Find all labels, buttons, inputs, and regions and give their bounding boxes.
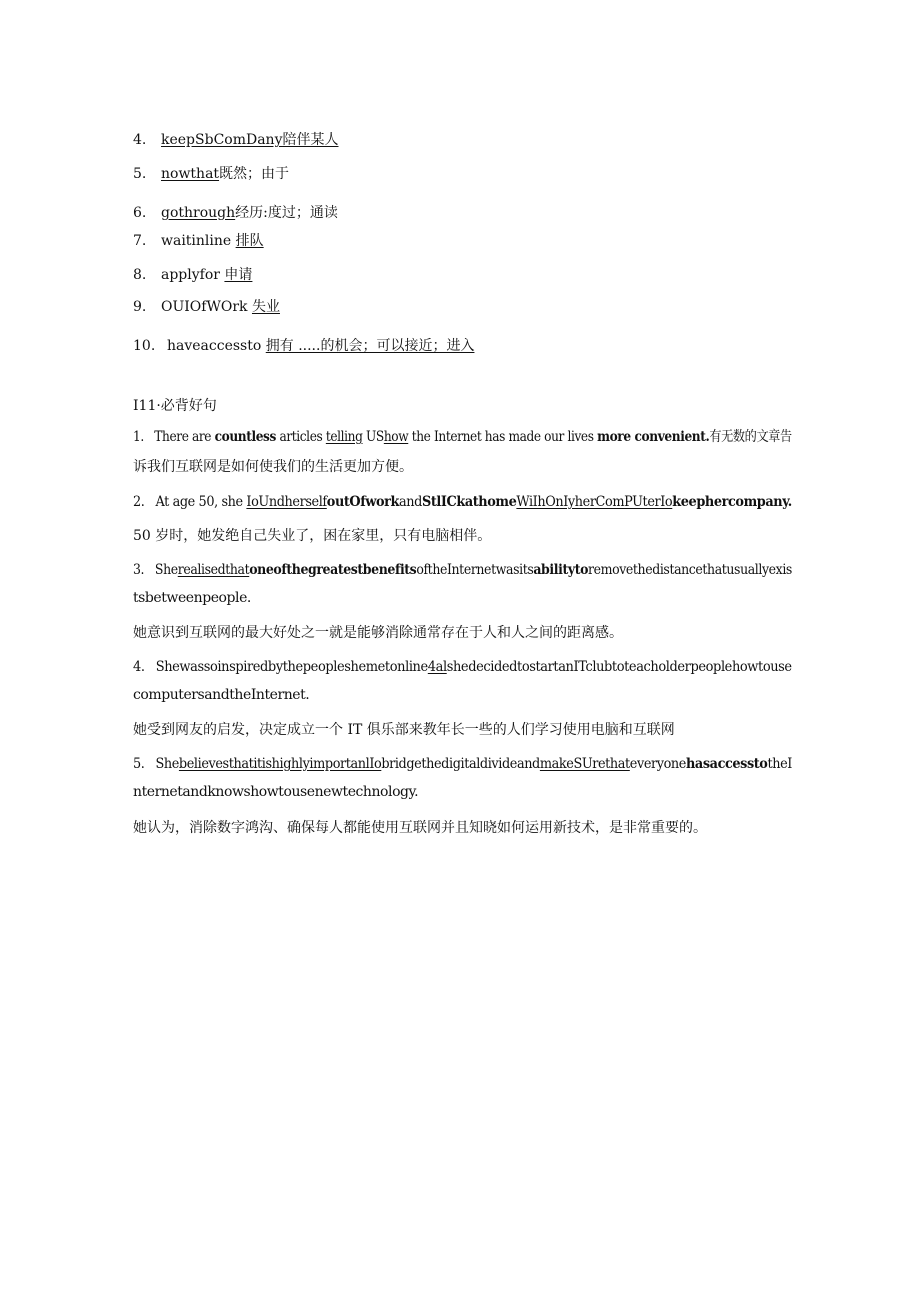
item-number: 5. [133,166,147,182]
sentence-text: There are [154,429,215,445]
translation-text: 有无数的文章告 [709,429,792,445]
sentence-text: and [399,494,423,510]
phrase-en: gothrough [161,205,236,221]
sentence-5-line-1 [133,754,792,774]
sentence-4-line-2: computersandtheInternet. [133,687,310,703]
sentence-text: articles [275,429,326,445]
vocab-item [133,337,474,355]
phrase-cn: 申请 [224,267,253,283]
item-number: 7. [133,233,147,249]
key-word: keephercompany. [672,494,792,510]
phrase-cn: 陪伴某人 [282,132,339,148]
key-word: outOfwork [326,494,400,510]
key-word: WiIhOnIyherComPUterIo [516,494,673,510]
vocab-item [133,232,264,250]
sentence-number: 3. [133,562,145,578]
phrase-cn: 拥有 .....的机会；可以接近；进入 [265,338,475,354]
sentence-text: shedecidedtostartanITclubtoteacholderpeoplehowtouse [446,659,792,675]
sentence-3-line-1 [133,560,792,580]
phrase-cn: 既然；由于 [219,166,290,182]
sentence-text: She [155,756,179,772]
item-number: 4. [133,132,147,148]
key-word: hasaccessto [685,756,768,772]
item-number: 10. [133,338,156,354]
key-word: countless [214,429,276,445]
key-word: how [383,429,409,445]
item-number: 9. [133,299,147,315]
sentence-2-translation: 50 岁时，她发绝自己失业了，困在家里，只有电脑相伴。 [133,528,492,544]
key-word: realisedthat [177,562,250,578]
phrase-en: haveaccessto [167,338,262,354]
sentence-text: At age 50, she [155,494,247,510]
phrase-cn: 经历:度过；通读 [235,205,338,221]
sentence-text: She [154,562,178,578]
key-word: 4al [427,659,447,675]
item-number: 6. [133,205,147,221]
vocab-item [133,204,338,222]
sentence-5-line-2: nternetandknowshowtousenewtechnology. [133,784,419,800]
sentence-1-line-1 [133,427,792,447]
key-word: IoUndherself [246,494,327,510]
sentence-number: 2. [133,494,145,510]
sentence-text: oftheInternetwasits [416,562,534,578]
vocab-item [133,298,280,316]
sentence-3-line-2: tsbetweenpeople. [133,590,251,606]
sentence-text: US [362,429,384,445]
key-word: more convenient. [597,429,710,445]
sentence-text: removethedistancethatusuallyexis [588,562,792,578]
key-word: oneofthegreatestbenefits [249,562,417,578]
sentence-text: the Internet has made our lives [408,429,598,445]
phrase-en: applyfor [161,267,220,283]
sentence-number: 5. [133,756,145,772]
key-word: makeSUrethat [539,756,630,772]
sentence-3-translation: 她意识到互联网的最大好处之一就是能够消除通常存在于人和人之间的距离感。 [133,625,623,641]
key-word: StlICkathome [422,494,517,510]
sentence-4-line-1 [133,657,792,677]
key-word: abilityto [533,562,589,578]
sentence-text: everyone [629,756,686,772]
phrase-en: nowthat [161,166,220,182]
sentence-text: Shewassoinspiredbythepeopleshemetonline [155,659,428,675]
vocab-item [133,131,338,149]
phrase-cn: 排队 [235,233,264,249]
sentence-5-translation: 她认为，消除数字鸿沟、确保每人都能使用互联网并且知晓如何运用新技术，是非常重要的。 [133,820,707,836]
key-word: believesthatitishighlyimportanlIo [178,756,382,772]
phrase-en: waitinline [161,233,232,249]
phrase-en: keepSbComDany [161,132,283,148]
key-word: telling [325,429,363,445]
section-title: I11·必背好句 [133,398,217,414]
sentence-4-translation: 她受到网友的启发，决定成立一个 IT 俱乐部来教年长一些的人们学习使用电脑和互联网 [133,722,675,738]
sentence-text: theI [767,756,792,772]
sentence-2-line-1 [133,492,792,512]
phrase-en: OUIOfWOrk [161,299,248,315]
vocab-item [133,165,289,183]
phrase-cn: 失业 [251,299,280,315]
sentence-number: 4. [133,659,145,675]
item-number: 8. [133,267,147,283]
sentence-text: bridgethedigitaldivideand [381,756,540,772]
sentence-number: 1. [133,429,144,445]
vocab-item [133,266,252,284]
sentence-1-translation: 诉我们互联网是如何使我们的生活更加方便。 [133,459,413,475]
